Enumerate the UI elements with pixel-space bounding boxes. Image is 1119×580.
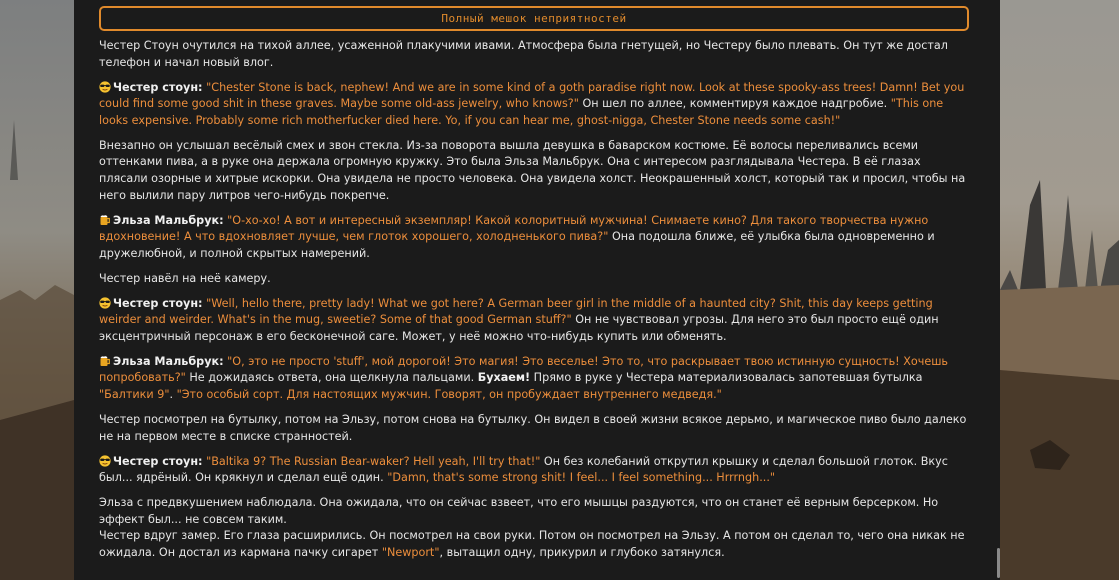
- dialogue-quote: "О, это не просто 'stuff', мой дорогой! Это магия! Это веселье! Это то, что раскрывает твою истинную сущность! Хочешь попробовать?": [99, 354, 949, 385]
- speaker-name: Честер стоун:: [113, 454, 203, 468]
- sunglasses-face-icon: [99, 81, 111, 93]
- dialogue-quote: "Newport": [381, 545, 440, 559]
- dialogue-quote: "Балтики 9": [99, 388, 170, 402]
- scrollbar-thumb[interactable]: [997, 548, 1000, 578]
- narration-text: Прямо в руке у Честера материализовалась запотевшая бутылка: [530, 371, 923, 385]
- speaker-name: Честер стоун:: [113, 80, 203, 94]
- narration-paragraph: Честер Стоун очутился на тихой аллее, усаженной плакучими ивами. Атмосфера была гнетущей, но Честеру было плевать. Он тут же достал телефон и начал новый влог.: [99, 39, 948, 69]
- narration-text: Не дожидаясь ответа, она щелкнула пальцами.: [185, 371, 478, 385]
- dialogue-quote: "Damn, that's some strong shit! I feel... I feel something... Hrrrngh...": [387, 471, 776, 485]
- narration-paragraph: Эльза с предвкушением наблюдала. Она ожидала, что он сейчас взвеет, что его мышцы раздуются, что он станет её верным берсерком. Но эффект был... не совсем таким.: [99, 496, 939, 526]
- narration-text: , вытащил одну, прикурил и глубоко затянулся.: [439, 545, 725, 559]
- sunglasses-face-icon: [99, 297, 111, 309]
- narration-paragraph: Честер посмотрел на бутылку, потом на Эльзу, потом снова на бутылку. Он видел в своей жизни всякое дерьмо, и магическое пиво было далеко не на первом месте в списке странностей.: [99, 413, 967, 443]
- scrollbar-track[interactable]: [994, 0, 1000, 580]
- dialogue-paragraph: [99, 80, 971, 130]
- dialogue-quote: "О-хо-хо! А вот и интересный экземпляр! Какой колоритный мужчина! Снимаете кино? Для такого творчества нужно вдохновение! А что вдохновляет лучше, чем глоток хорошего, холодненького пива?": [99, 213, 929, 244]
- dialogue-quote: "Well, hello there, pretty lady! What we got here? A German beer girl in the middle of a haunted city? Shit, this day keeps getting weirder and weirder. What's in the mug, sweetie? Some of that good German stuff?": [99, 296, 933, 327]
- narration-text: .: [169, 388, 177, 402]
- beer-mug-icon: [99, 214, 111, 226]
- dialogue-quote: "Chester Stone is back, nephew! And we are in some kind of a goth paradise right now. Look at these spooky-ass trees! Damn! Bet you could find some good shit in these graves. Maybe some old-ass jewelry, who knows?": [99, 80, 965, 111]
- narration-paragraph: [99, 528, 971, 561]
- narration-paragraph: Честер навёл на неё камеру.: [99, 271, 271, 285]
- speaker-name: Честер стоун:: [113, 296, 203, 310]
- dialogue-quote: "This one looks expensive. Probably some rich motherfucker died here. Yo, if you can hear me, ghost-nigga, Chester Stone needs some cash!": [99, 97, 944, 127]
- emphasis-text: Бухаем!: [477, 371, 531, 385]
- narration-text: Он шел по аллее, комментируя каждое надгробие.: [578, 97, 891, 111]
- speaker-name: Эльза Мальбрук:: [113, 213, 224, 227]
- narration-text: Она подошла ближе, её улыбка была одновременно и дружелюбной, и полной скрытых намерений.: [99, 230, 935, 260]
- dialogue-quote: "Baltika 9? The Russian Bear-waker? Hell yeah, I'll try that!": [206, 454, 541, 468]
- story-title: Полный мешок неприятностей: [99, 6, 969, 31]
- beer-mug-icon: [99, 355, 111, 367]
- sunglasses-face-icon: [99, 455, 111, 467]
- dialogue-paragraph: [99, 454, 971, 487]
- dialogue-paragraph: [99, 354, 971, 404]
- dialogue-paragraph: [99, 213, 971, 263]
- speaker-name: Эльза Мальбрук:: [113, 354, 224, 368]
- narration-text: Он не чувствовал угрозы. Для него это был просто ещё один эксцентричный персонаж в его бесконечной саге. Может, у неё можно что-нибудь купить или обменять.: [99, 313, 939, 343]
- dialogue-paragraph: [99, 296, 971, 346]
- narration-text: Он без колебаний открутил крышку и сделал большой глоток. Вкус был... ядрёный. Он крякнул и сделал ещё один.: [99, 454, 948, 485]
- narration-text: Честер вдруг замер. Его глаза расширились. Он посмотрел на свои руки. Потом он посмотрел на Эльзу. А потом он сделал то, чего она никак не ожидала. Он достал из кармана пачку сигарет: [99, 529, 965, 559]
- narration-paragraph: Внезапно он услышал весёлый смех и звон стекла. Из-за поворота вышла девушка в баварском костюме. Её волосы переливались всеми оттенками пива, а в руке она держала огромную кружку. Это была Эльза Мальбрук. Она с интересом разглядывала Честера. В её глазах плясали озорные и хитрые искорки. Она увидела не просто человека. Она увидела холст. Неокрашенный холст, который так и просил, чтобы на него вылили пару литров чего-нибудь покрепче.: [99, 138, 966, 202]
- dialogue-quote: "Это особый сорт. Для настоящих мужчин. Говорят, он пробуждает внутреннего медведя.": [176, 388, 722, 402]
- story-content: [99, 38, 971, 570]
